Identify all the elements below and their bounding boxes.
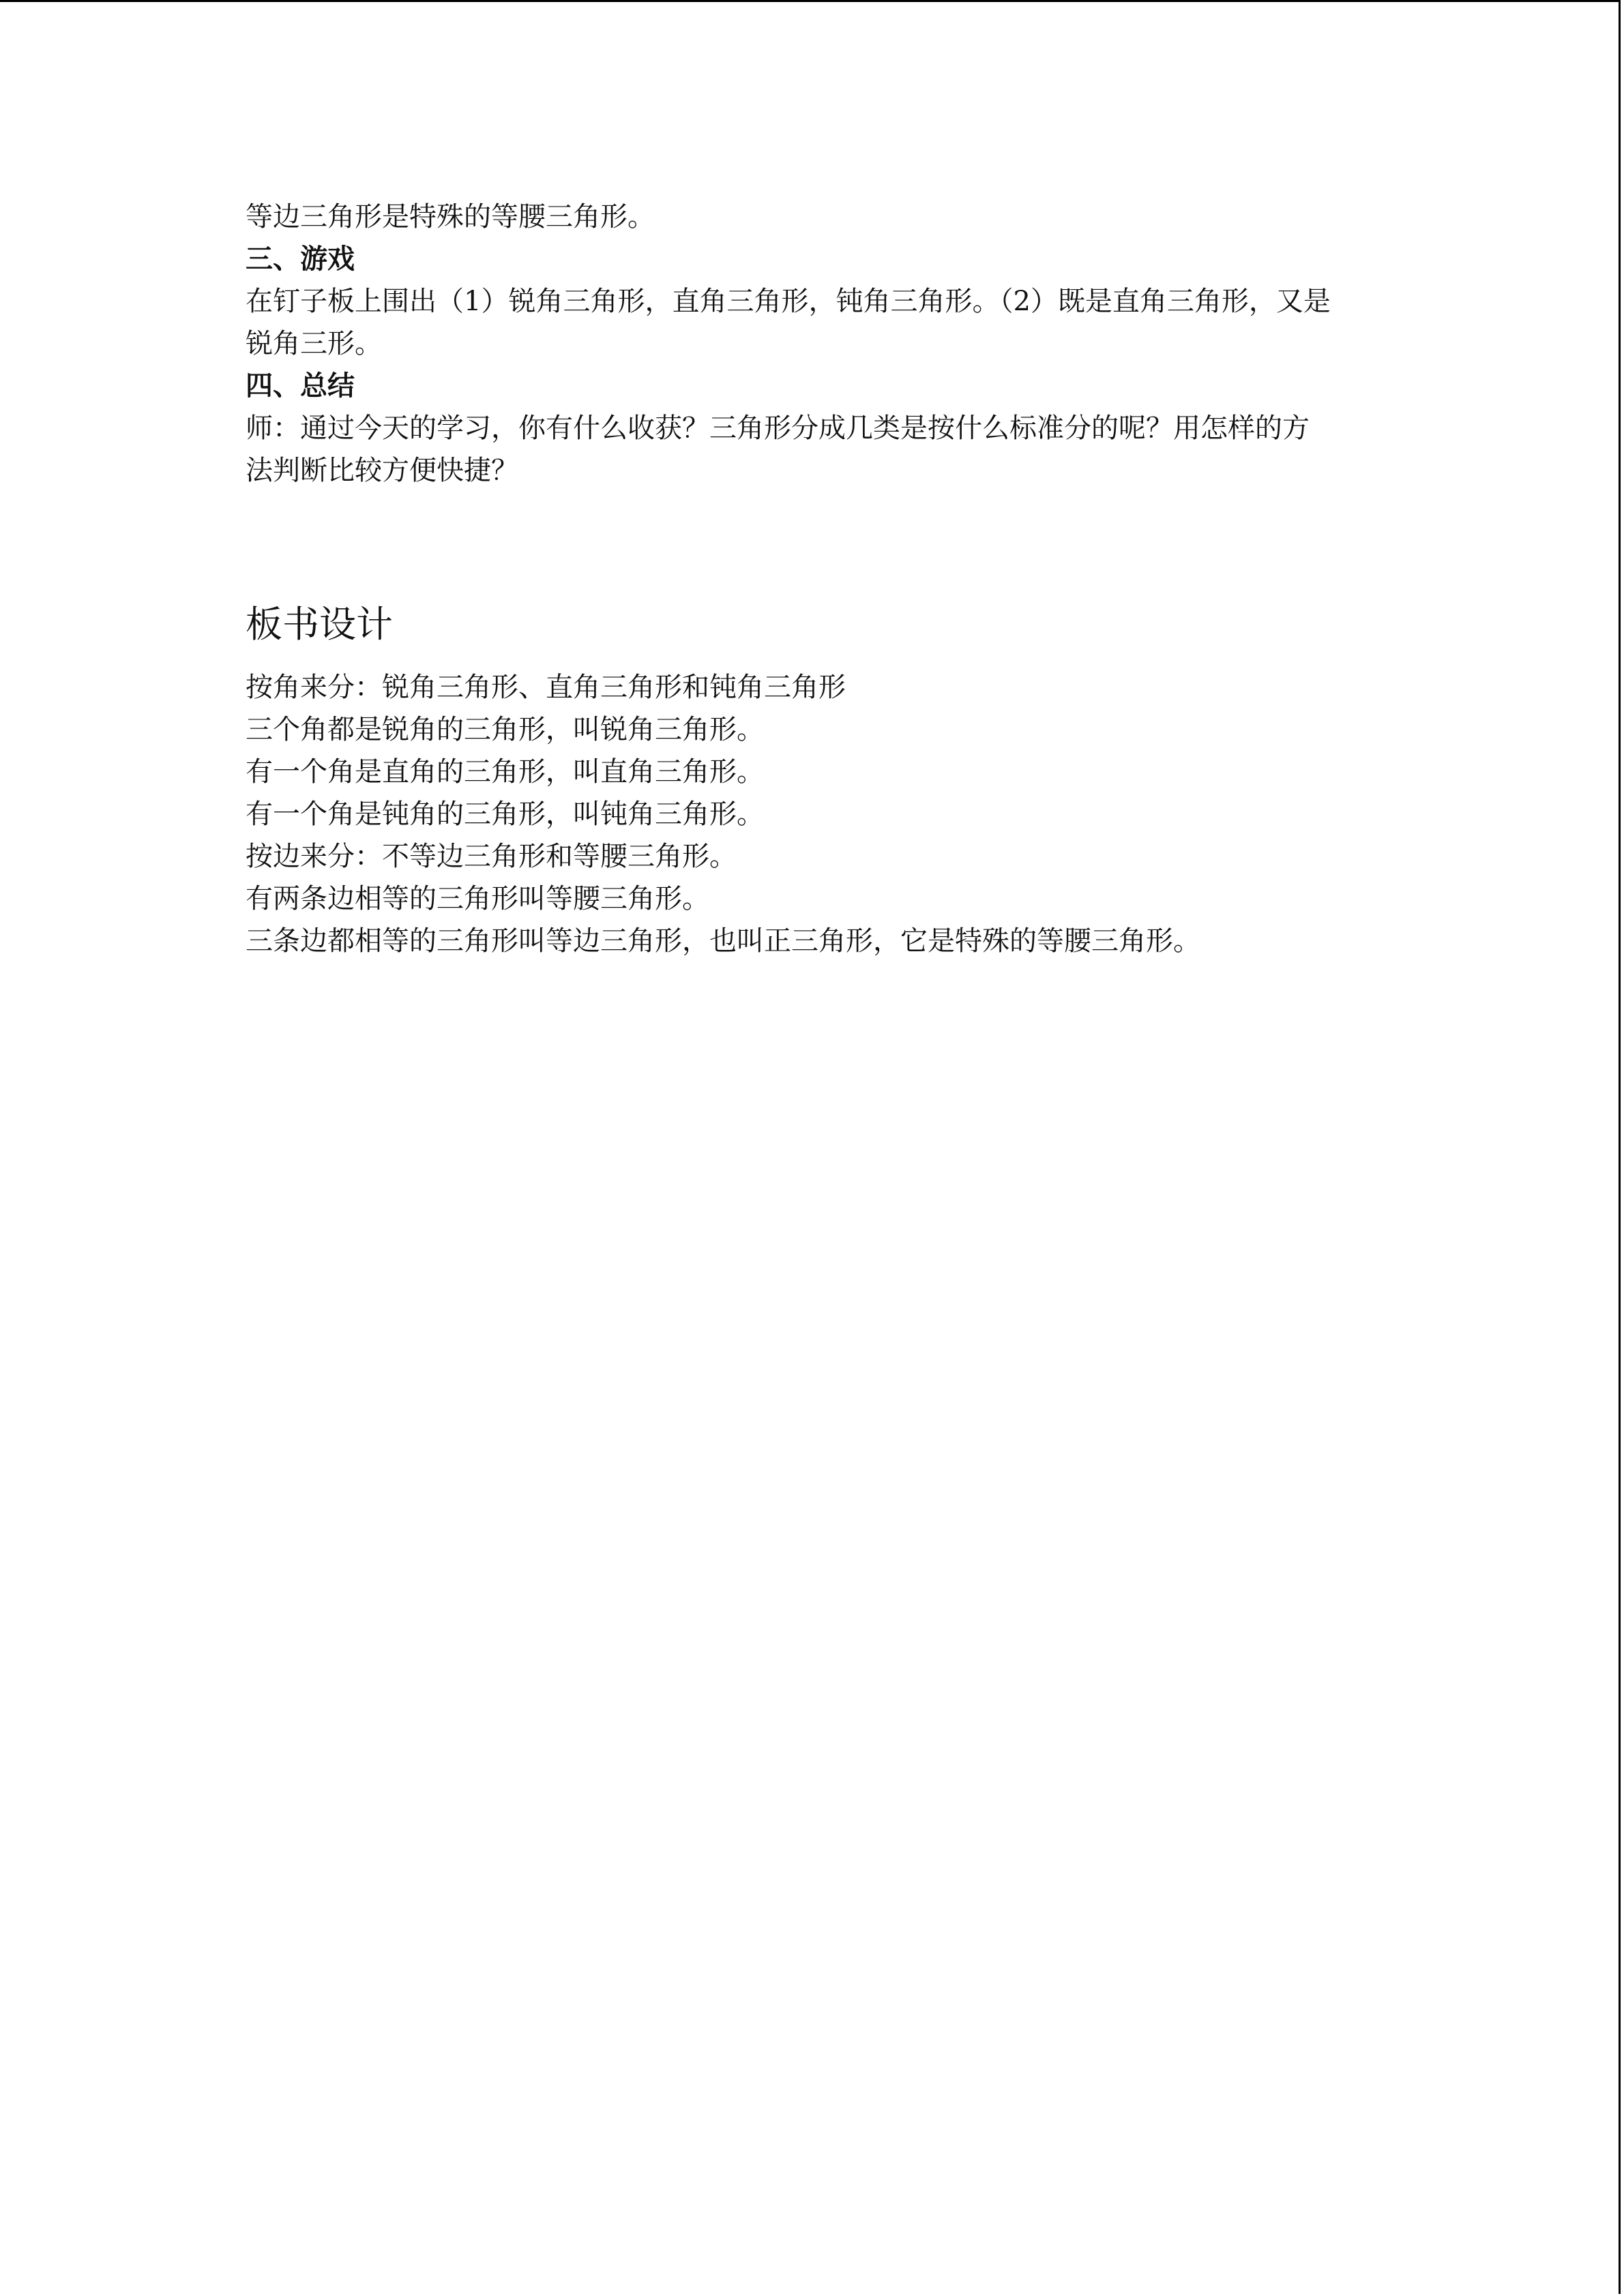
- board-line: 有一个角是钝角的三角形，叫钝角三角形。: [246, 799, 764, 830]
- board-line: 有两条边相等的三角形叫等腰三角形。: [246, 883, 709, 914]
- summary-line-2: 法判断比较方便快捷？: [246, 455, 518, 486]
- title-spacer: [246, 648, 1391, 666]
- paragraph-equilateral-note: 等边三角形是特殊的等腰三角形。: [246, 201, 655, 233]
- section-spacer: [246, 492, 1391, 601]
- heading-summary: 四、总结: [246, 370, 355, 402]
- paragraph-summary: [246, 407, 1391, 492]
- paragraph-game: [246, 280, 1391, 365]
- board-line: 有一个角是直角的三角形，叫直角三角形。: [246, 756, 764, 788]
- board-line: 三个角都是锐角的三角形，叫锐角三角形。: [246, 714, 764, 745]
- board-line: 按角来分：锐角三角形、直角三角形和钝角三角形: [246, 672, 846, 703]
- board-line: 按边来分：不等边三角形和等腰三角形。: [246, 841, 737, 872]
- game-line-1: 在钉子板上围出（1）锐角三角形，直角三角形，钝角三角形。（2）既是直角三角形，又是: [246, 286, 1331, 317]
- board-design-lines: [246, 666, 1391, 962]
- game-line-2: 锐角三形。: [246, 328, 382, 359]
- board-line: 三条边都相等的三角形叫等边三角形，也叫正三角形，它是特殊的等腰三角形。: [246, 925, 1200, 957]
- summary-line-1: 师：通过今天的学习，你有什么收获？三角形分成几类是按什么标准分的呢？用怎样的方: [246, 413, 1310, 444]
- section-title-board-design: 板书设计: [246, 603, 393, 646]
- heading-game: 三、游戏: [246, 243, 355, 275]
- document-content: [246, 196, 1391, 962]
